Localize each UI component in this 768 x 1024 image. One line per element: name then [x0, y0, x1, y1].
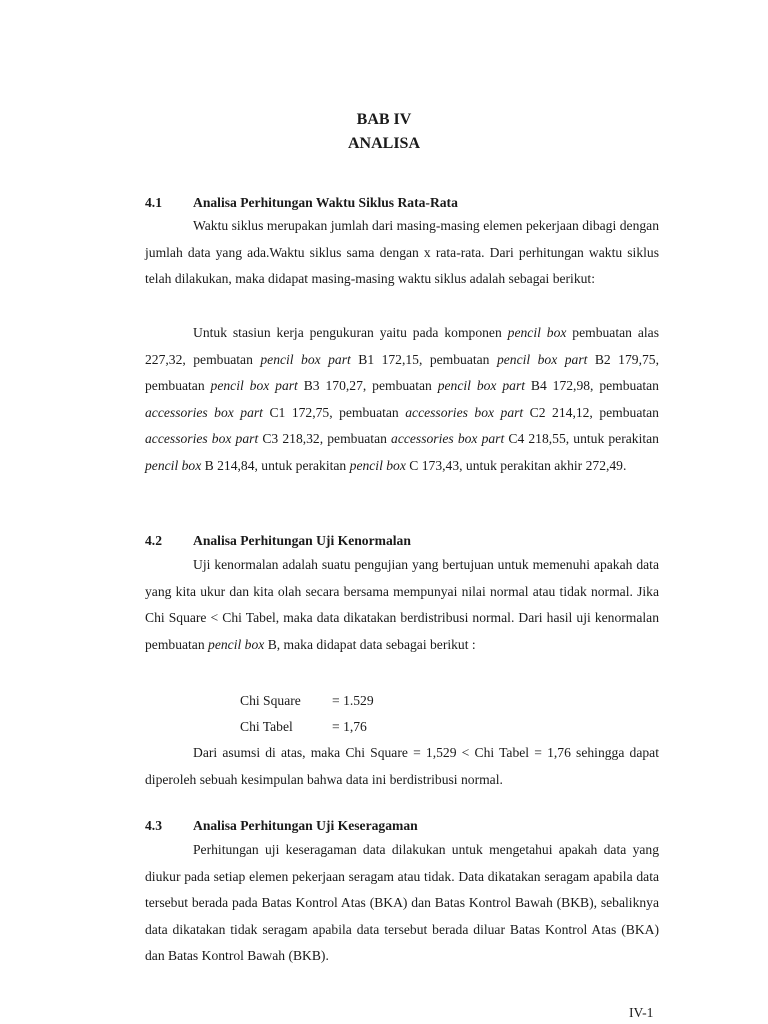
section-title: Analisa Perhitungan Waktu Siklus Rata-Rata — [193, 195, 458, 210]
paragraph-cycle-time-results: Untuk stasiun kerja pengukuran yaitu pada komponen pencil box pembuatan alas 227,32, pembuatan pencil box part B1 172,15, pembuatan pencil box part B2 179,75, pembuatan pencil box part B3 170,27, pembuatan pencil box part B4 172,98, pembuatan accessories box part C1 172,75, pembuatan accessories box part C2 214,12, pembuatan accessories box part C3 218,32, pembuatan accessories box part C4 218,55, untuk perakitan pencil box B 214,84, untuk perakitan pencil box C 173,43, untuk perakitan akhir 272,49. — [145, 325, 659, 473]
section-heading-4-3 — [145, 816, 665, 836]
value-label: Chi Square — [240, 693, 301, 708]
section-number: 4.2 — [145, 533, 162, 548]
chi-square-row — [240, 691, 374, 711]
section-number: 4.3 — [145, 818, 162, 833]
chi-table-row — [240, 717, 367, 737]
paragraph-normality-intro: Uji kenormalan adalah suatu pengujian yang bertujuan untuk memenuhi apakah data yang kita ukur dan kita olah secara bersama mempunyai nilai normal atau tidak normal. Jika Chi Square < Chi Tabel, maka data dikatakan berdistribusi normal. Dari hasil uji kenormalan pembuatan pencil box B, maka didapat data sebagai berikut : — [145, 557, 659, 652]
section-number: 4.1 — [145, 195, 162, 210]
paragraph-cycle-time-intro: Waktu siklus merupakan jumlah dari masing-masing elemen pekerjaan dibagi dengan jumlah data yang ada.Waktu siklus sama dengan x rata-rata. Dari perhitungan waktu siklus telah dilakukan, maka didapat masing-masing waktu siklus adalah sebagai berikut: — [145, 218, 659, 287]
paragraph-normality-conclusion: Dari asumsi di atas, maka Chi Square = 1,529 < Chi Tabel = 1,76 sehingga dapat diperoleh sebuah kesimpulan bahwa data ini berdistribusi normal. — [145, 745, 659, 787]
section-title: Analisa Perhitungan Uji Kenormalan — [193, 533, 411, 548]
section-heading-4-1 — [145, 193, 665, 213]
paragraph-uniformity: Perhitungan uji keseragaman data dilakukan untuk mengetahui apakah data yang diukur pada setiap elemen pekerjaan seragam atau tidak. Data dikatakan seragam apabila data tersebut berada pada Batas Kontrol Atas (BKA) dan Batas Kontrol Bawah (BKB), sebaliknya data dikatakan tidak seragam apabila data tersebut berada diluar Batas Kontrol Atas (BKA) dan Batas Kontrol Bawah (BKB). — [145, 842, 659, 964]
section-heading-4-2 — [145, 531, 665, 551]
chapter-label: BAB IV — [356, 111, 412, 128]
section-title: Analisa Perhitungan Uji Keseragaman — [193, 818, 418, 833]
page-number: IV-1 — [629, 1005, 654, 1020]
value: = 1,76 — [332, 719, 367, 734]
value-label: Chi Tabel — [240, 719, 293, 734]
chapter-title: ANALISA — [347, 135, 420, 152]
value: = 1.529 — [332, 693, 374, 708]
